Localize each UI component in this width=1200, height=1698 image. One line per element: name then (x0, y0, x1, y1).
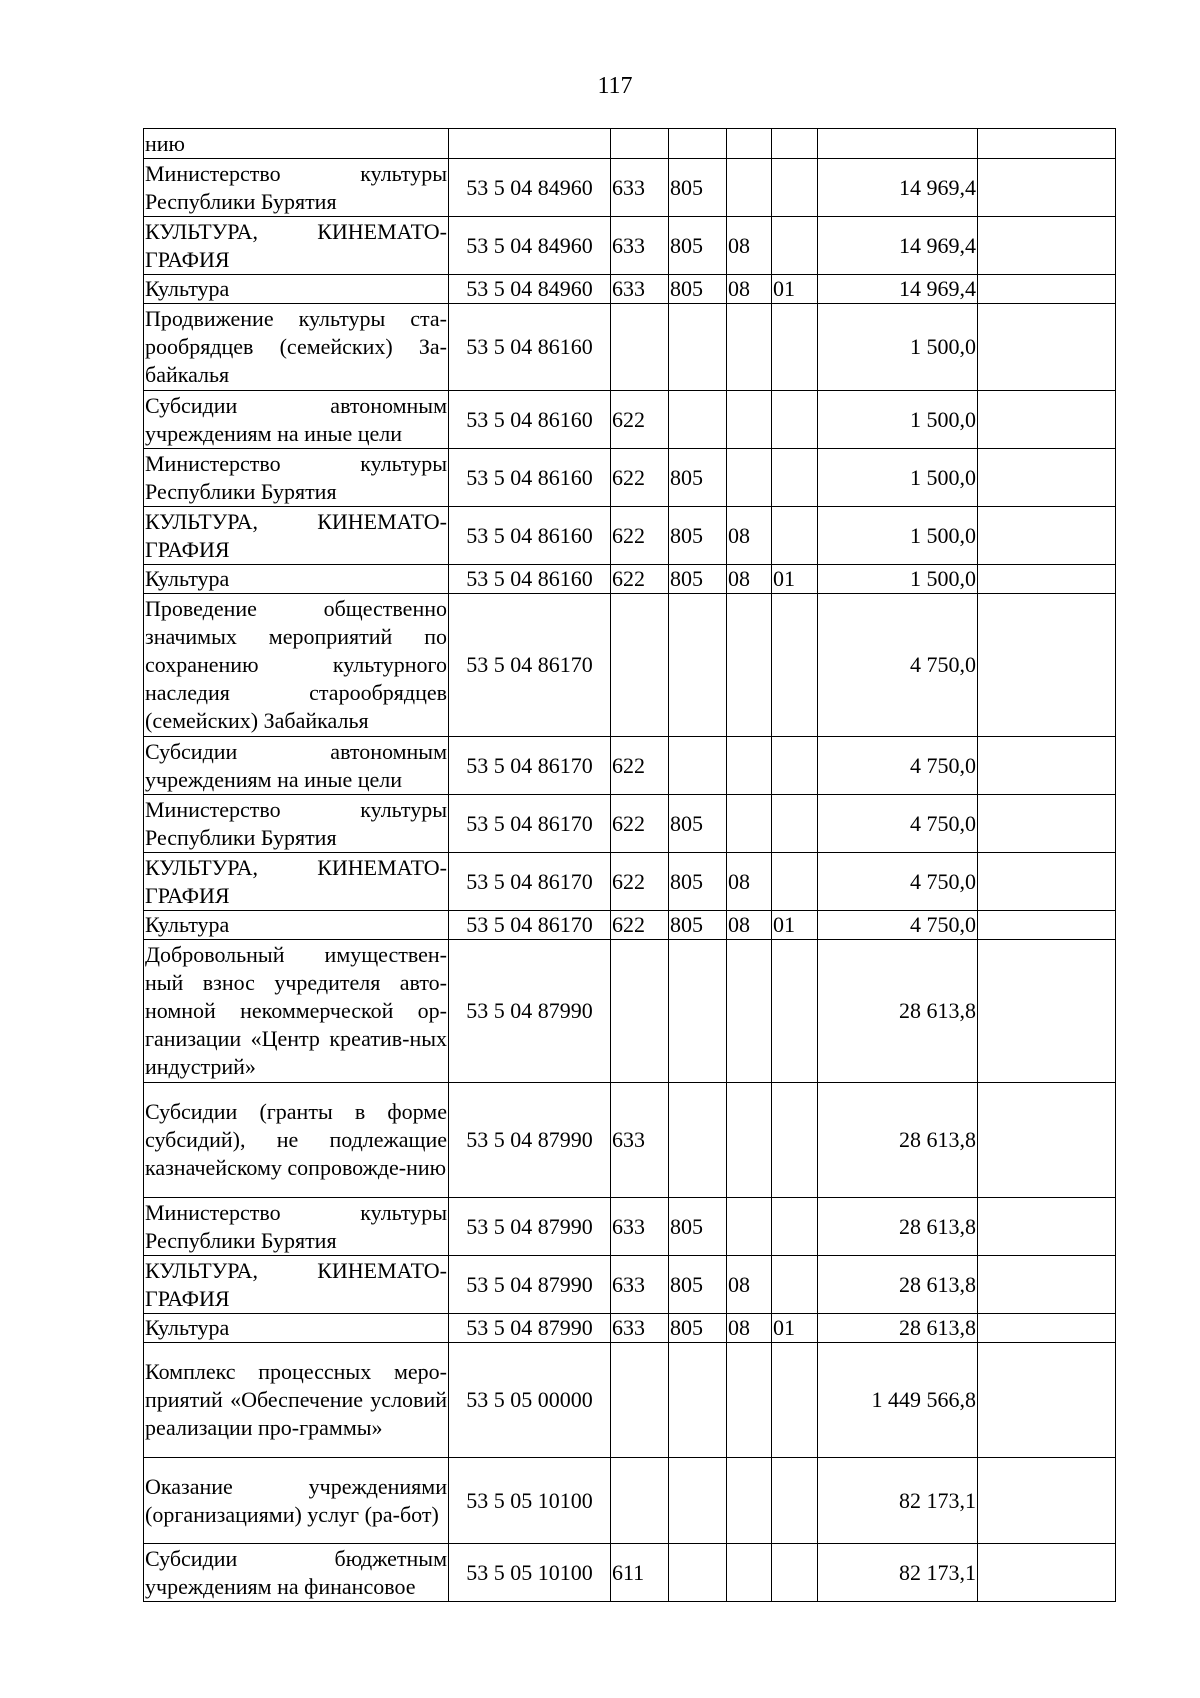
section-cell (727, 594, 772, 737)
ministry-code-cell (669, 1083, 727, 1198)
section-cell (727, 1198, 772, 1256)
blank-cell (978, 304, 1116, 391)
table-row (144, 1198, 1116, 1256)
subsection-cell (772, 940, 818, 1083)
subsection-cell: 01 (772, 911, 818, 940)
target-code-cell: 53 5 04 86170 (449, 737, 611, 795)
row-name-cell: Оказание учреждениями (организациями) услуг (ра-бот) (144, 1458, 449, 1544)
expense-type-cell: 633 (611, 1083, 669, 1198)
ministry-code-cell: 805 (669, 1256, 727, 1314)
amount-cell: 28 613,8 (818, 1083, 978, 1198)
ministry-code-cell: 805 (669, 911, 727, 940)
target-code-cell: 53 5 05 00000 (449, 1343, 611, 1458)
row-name-cell: Культура (144, 275, 449, 304)
subsection-cell (772, 737, 818, 795)
row-name-cell: Субсидии автономным учреждениям на иные цели (144, 737, 449, 795)
amount-cell: 4 750,0 (818, 795, 978, 853)
blank-cell (978, 940, 1116, 1083)
blank-cell (978, 1083, 1116, 1198)
target-code-cell: 53 5 05 10100 (449, 1544, 611, 1602)
subsection-cell (772, 594, 818, 737)
amount-cell: 1 449 566,8 (818, 1343, 978, 1458)
section-cell (727, 1083, 772, 1198)
expense-type-cell: 622 (611, 795, 669, 853)
ministry-code-cell (669, 1458, 727, 1544)
section-cell (727, 449, 772, 507)
subsection-cell (772, 159, 818, 217)
table-row (144, 129, 1116, 159)
target-code-cell: 53 5 04 84960 (449, 275, 611, 304)
ministry-code-cell: 805 (669, 275, 727, 304)
ministry-code-cell (669, 1343, 727, 1458)
expense-type-cell (611, 940, 669, 1083)
section-cell (727, 940, 772, 1083)
amount-cell: 1 500,0 (818, 565, 978, 594)
section-cell (727, 737, 772, 795)
table-row (144, 449, 1116, 507)
target-code-cell: 53 5 04 87990 (449, 1083, 611, 1198)
subsection-cell (772, 1198, 818, 1256)
expense-type-cell (611, 1343, 669, 1458)
table-row (144, 391, 1116, 449)
section-cell: 08 (727, 911, 772, 940)
row-name-cell: КУЛЬТУРА, КИНЕМАТО-ГРАФИЯ (144, 853, 449, 911)
section-cell: 08 (727, 275, 772, 304)
amount-cell: 28 613,8 (818, 940, 978, 1083)
section-cell: 08 (727, 565, 772, 594)
ministry-code-cell: 805 (669, 853, 727, 911)
expense-type-cell: 622 (611, 507, 669, 565)
expense-type-cell: 633 (611, 1256, 669, 1314)
ministry-code-cell (669, 940, 727, 1083)
table-row (144, 507, 1116, 565)
expense-type-cell: 622 (611, 737, 669, 795)
table-row (144, 1256, 1116, 1314)
table-row (144, 594, 1116, 737)
amount-cell: 4 750,0 (818, 853, 978, 911)
amount-cell: 82 173,1 (818, 1544, 978, 1602)
subsection-cell (772, 1544, 818, 1602)
target-code-cell: 53 5 04 86160 (449, 565, 611, 594)
ministry-code-cell (669, 129, 727, 159)
expense-type-cell: 611 (611, 1544, 669, 1602)
expense-type-cell: 622 (611, 449, 669, 507)
target-code-cell: 53 5 04 86170 (449, 911, 611, 940)
section-cell: 08 (727, 217, 772, 275)
subsection-cell: 01 (772, 275, 818, 304)
expense-type-cell: 633 (611, 217, 669, 275)
target-code-cell: 53 5 04 86160 (449, 449, 611, 507)
expense-type-cell: 633 (611, 1198, 669, 1256)
blank-cell (978, 1198, 1116, 1256)
table-row (144, 1083, 1116, 1198)
ministry-code-cell: 805 (669, 217, 727, 275)
subsection-cell (772, 1083, 818, 1198)
blank-cell (978, 565, 1116, 594)
amount-cell: 4 750,0 (818, 737, 978, 795)
target-code-cell: 53 5 04 86160 (449, 304, 611, 391)
expense-type-cell (611, 129, 669, 159)
section-cell (727, 304, 772, 391)
budget-table (143, 128, 1116, 1602)
row-name-cell: Комплекс процессных меро-приятий «Обеспечение условий реализации про-граммы» (144, 1343, 449, 1458)
amount-cell: 28 613,8 (818, 1198, 978, 1256)
row-name-cell: Министерство культуры Республики Бурятия (144, 1198, 449, 1256)
table-row (144, 304, 1116, 391)
target-code-cell: 53 5 05 10100 (449, 1458, 611, 1544)
ministry-code-cell: 805 (669, 795, 727, 853)
row-name-cell: Культура (144, 1314, 449, 1343)
subsection-cell (772, 449, 818, 507)
blank-cell (978, 594, 1116, 737)
target-code-cell: 53 5 04 86160 (449, 391, 611, 449)
ministry-code-cell: 805 (669, 1314, 727, 1343)
expense-type-cell: 633 (611, 159, 669, 217)
expense-type-cell (611, 304, 669, 391)
section-cell (727, 159, 772, 217)
ministry-code-cell: 805 (669, 449, 727, 507)
section-cell (727, 129, 772, 159)
table-row (144, 853, 1116, 911)
ministry-code-cell: 805 (669, 565, 727, 594)
subsection-cell (772, 1458, 818, 1544)
table-row (144, 911, 1116, 940)
amount-cell: 14 969,4 (818, 217, 978, 275)
section-cell (727, 1343, 772, 1458)
amount-cell (818, 129, 978, 159)
target-code-cell: 53 5 04 84960 (449, 159, 611, 217)
table-row (144, 1314, 1116, 1343)
section-cell: 08 (727, 853, 772, 911)
row-name-cell: Министерство культуры Республики Бурятия (144, 449, 449, 507)
row-name-cell: Субсидии бюджетным учреждениям на финансовое (144, 1544, 449, 1602)
target-code-cell: 53 5 04 86170 (449, 594, 611, 737)
target-code-cell: 53 5 04 84960 (449, 217, 611, 275)
expense-type-cell: 622 (611, 565, 669, 594)
amount-cell: 14 969,4 (818, 159, 978, 217)
blank-cell (978, 159, 1116, 217)
blank-cell (978, 449, 1116, 507)
expense-type-cell (611, 1458, 669, 1544)
subsection-cell (772, 129, 818, 159)
row-name-cell: Добровольный имуществен-ный взнос учредителя авто-номной некоммерческой ор-ганизации «Центр креатив-ных индустрий» (144, 940, 449, 1083)
amount-cell: 1 500,0 (818, 391, 978, 449)
row-name-cell: Проведение общественно значимых мероприятий по сохранению культурного наследия старообрядцев (семейских) Забайкалья (144, 594, 449, 737)
row-name-cell: Субсидии (гранты в форме субсидий), не подлежащие казначейскому сопровожде-нию (144, 1083, 449, 1198)
target-code-cell: 53 5 04 87990 (449, 940, 611, 1083)
target-code-cell (449, 129, 611, 159)
blank-cell (978, 217, 1116, 275)
ministry-code-cell: 805 (669, 507, 727, 565)
section-cell: 08 (727, 1256, 772, 1314)
blank-cell (978, 1544, 1116, 1602)
table-row (144, 940, 1116, 1083)
expense-type-cell: 622 (611, 391, 669, 449)
blank-cell (978, 507, 1116, 565)
expense-type-cell: 633 (611, 275, 669, 304)
blank-cell (978, 1314, 1116, 1343)
row-name-cell: Продвижение культуры ста-рообрядцев (семейских) За-байкалья (144, 304, 449, 391)
row-name-cell: Министерство культуры Республики Бурятия (144, 159, 449, 217)
subsection-cell: 01 (772, 1314, 818, 1343)
row-name-cell: нию (144, 129, 449, 159)
blank-cell (978, 1343, 1116, 1458)
table-row (144, 275, 1116, 304)
subsection-cell (772, 1256, 818, 1314)
blank-cell (978, 129, 1116, 159)
section-cell (727, 795, 772, 853)
expense-type-cell: 622 (611, 853, 669, 911)
subsection-cell (772, 795, 818, 853)
blank-cell (978, 1458, 1116, 1544)
ministry-code-cell (669, 304, 727, 391)
table-row (144, 737, 1116, 795)
section-cell (727, 391, 772, 449)
target-code-cell: 53 5 04 86170 (449, 795, 611, 853)
amount-cell: 1 500,0 (818, 304, 978, 391)
subsection-cell (772, 304, 818, 391)
ministry-code-cell: 805 (669, 1198, 727, 1256)
page-number: 117 (597, 73, 633, 99)
subsection-cell (772, 391, 818, 449)
blank-cell (978, 911, 1116, 940)
expense-type-cell: 633 (611, 1314, 669, 1343)
row-name-cell: Культура (144, 565, 449, 594)
amount-cell: 28 613,8 (818, 1256, 978, 1314)
ministry-code-cell (669, 594, 727, 737)
section-cell: 08 (727, 507, 772, 565)
amount-cell: 1 500,0 (818, 507, 978, 565)
table-row (144, 1458, 1116, 1544)
amount-cell: 4 750,0 (818, 594, 978, 737)
ministry-code-cell (669, 1544, 727, 1602)
expense-type-cell (611, 594, 669, 737)
row-name-cell: Министерство культуры Республики Бурятия (144, 795, 449, 853)
ministry-code-cell (669, 737, 727, 795)
subsection-cell (772, 1343, 818, 1458)
table-row (144, 217, 1116, 275)
amount-cell: 14 969,4 (818, 275, 978, 304)
subsection-cell (772, 507, 818, 565)
table-row (144, 1544, 1116, 1602)
blank-cell (978, 1256, 1116, 1314)
table-row (144, 565, 1116, 594)
target-code-cell: 53 5 04 87990 (449, 1256, 611, 1314)
ministry-code-cell (669, 391, 727, 449)
amount-cell: 28 613,8 (818, 1314, 978, 1343)
section-cell: 08 (727, 1314, 772, 1343)
blank-cell (978, 737, 1116, 795)
section-cell (727, 1458, 772, 1544)
table-row (144, 795, 1116, 853)
row-name-cell: КУЛЬТУРА, КИНЕМАТО-ГРАФИЯ (144, 507, 449, 565)
ministry-code-cell: 805 (669, 159, 727, 217)
table-row (144, 1343, 1116, 1458)
blank-cell (978, 275, 1116, 304)
row-name-cell: Культура (144, 911, 449, 940)
amount-cell: 82 173,1 (818, 1458, 978, 1544)
blank-cell (978, 391, 1116, 449)
target-code-cell: 53 5 04 86160 (449, 507, 611, 565)
target-code-cell: 53 5 04 87990 (449, 1198, 611, 1256)
expense-type-cell: 622 (611, 911, 669, 940)
subsection-cell (772, 853, 818, 911)
subsection-cell: 01 (772, 565, 818, 594)
amount-cell: 1 500,0 (818, 449, 978, 507)
amount-cell: 4 750,0 (818, 911, 978, 940)
row-name-cell: КУЛЬТУРА, КИНЕМАТО-ГРАФИЯ (144, 1256, 449, 1314)
row-name-cell: КУЛЬТУРА, КИНЕМАТО-ГРАФИЯ (144, 217, 449, 275)
blank-cell (978, 795, 1116, 853)
row-name-cell: Субсидии автономным учреждениям на иные цели (144, 391, 449, 449)
section-cell (727, 1544, 772, 1602)
target-code-cell: 53 5 04 86170 (449, 853, 611, 911)
target-code-cell: 53 5 04 87990 (449, 1314, 611, 1343)
blank-cell (978, 853, 1116, 911)
subsection-cell (772, 217, 818, 275)
table-row (144, 159, 1116, 217)
